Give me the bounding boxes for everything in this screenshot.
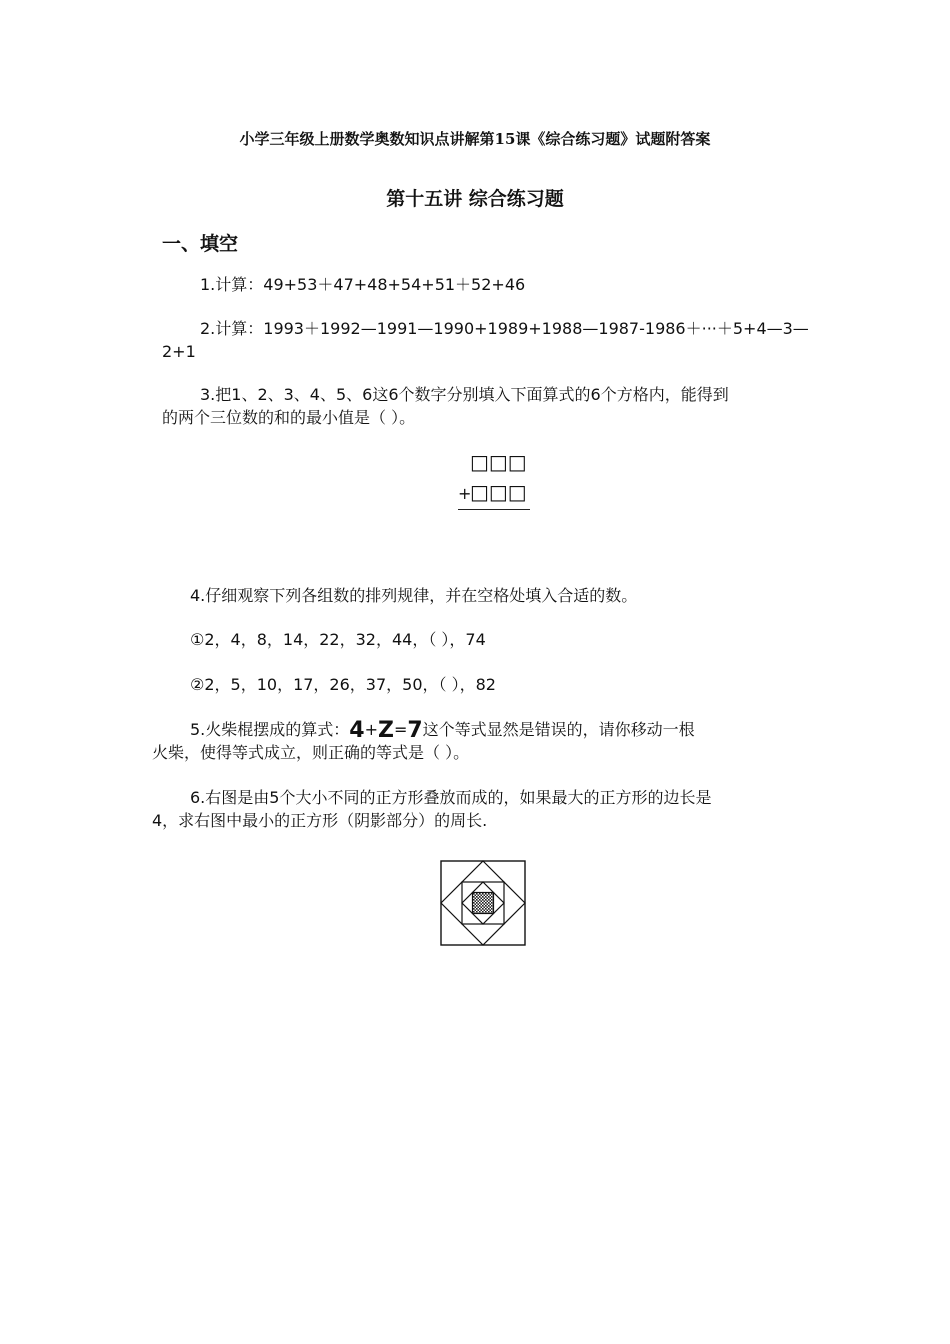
question-5-line-1 — [190, 719, 695, 742]
matchstick-digit-b: Z — [378, 718, 394, 743]
lecture-title: 第十五讲 综合练习题 — [386, 188, 564, 210]
answer-boxes-bottom: □□□ — [470, 480, 527, 504]
sum-line — [458, 509, 530, 510]
matchstick-digit-a: 4 — [349, 718, 365, 743]
question-4-sequence-2: ②2，5，10，17，26，37，50，（ ），82 — [190, 675, 496, 694]
nested-squares-figure — [440, 860, 526, 946]
question-5-line-2: 火柴，使得等式成立，则正确的等式是（ ）。 — [152, 743, 470, 762]
question-6-line-2: 4，求右图中最小的正方形（阴影部分）的周长. — [152, 811, 488, 830]
question-4-sequence-1: ①2，4，8，14，22，32，44，（ ），74 — [190, 630, 486, 649]
plus-sign: + — [458, 484, 472, 503]
matchstick-equals: = — [393, 720, 408, 739]
matchstick-digit-c: 7 — [407, 718, 423, 743]
question-2-line-2: 2+1 — [162, 342, 196, 361]
question-6-line-1: 6.右图是由5个大小不同的正方形叠放而成的，如果最大的正方形的边长是 — [190, 788, 712, 807]
question-4: 4.仔细观察下列各组数的排列规律，并在空格处填入合适的数。 — [190, 586, 638, 605]
question-1: 1.计算：49+53＋47+48+54+51＋52+46 — [200, 275, 526, 294]
answer-boxes-top: □□□ — [470, 450, 527, 474]
question-2-line-1: 2.计算：1993＋1992—1991—1990+1989+1988—1987-1986＋···＋5+4—3— — [200, 319, 809, 338]
question-3-line-2: 的两个三位数的和的最小值是（ ）。 — [162, 408, 416, 427]
document-title: 小学三年级上册数学奥数知识点讲解第15课《综合练习题》试题附答案 — [239, 130, 711, 148]
question-5-suffix: 这个等式显然是错误的，请你移动一根 — [422, 720, 695, 739]
matchstick-plus: + — [364, 720, 378, 739]
square-smallest-shaded — [473, 893, 494, 914]
question-3-line-1: 3.把1、2、3、4、5、6这6个数字分别填入下面算式的6个方格内，能得到 — [200, 385, 729, 404]
question-5-prefix: 5.火柴棍摆成的算式： — [190, 720, 350, 739]
section-heading: 一、填空 — [162, 233, 239, 255]
